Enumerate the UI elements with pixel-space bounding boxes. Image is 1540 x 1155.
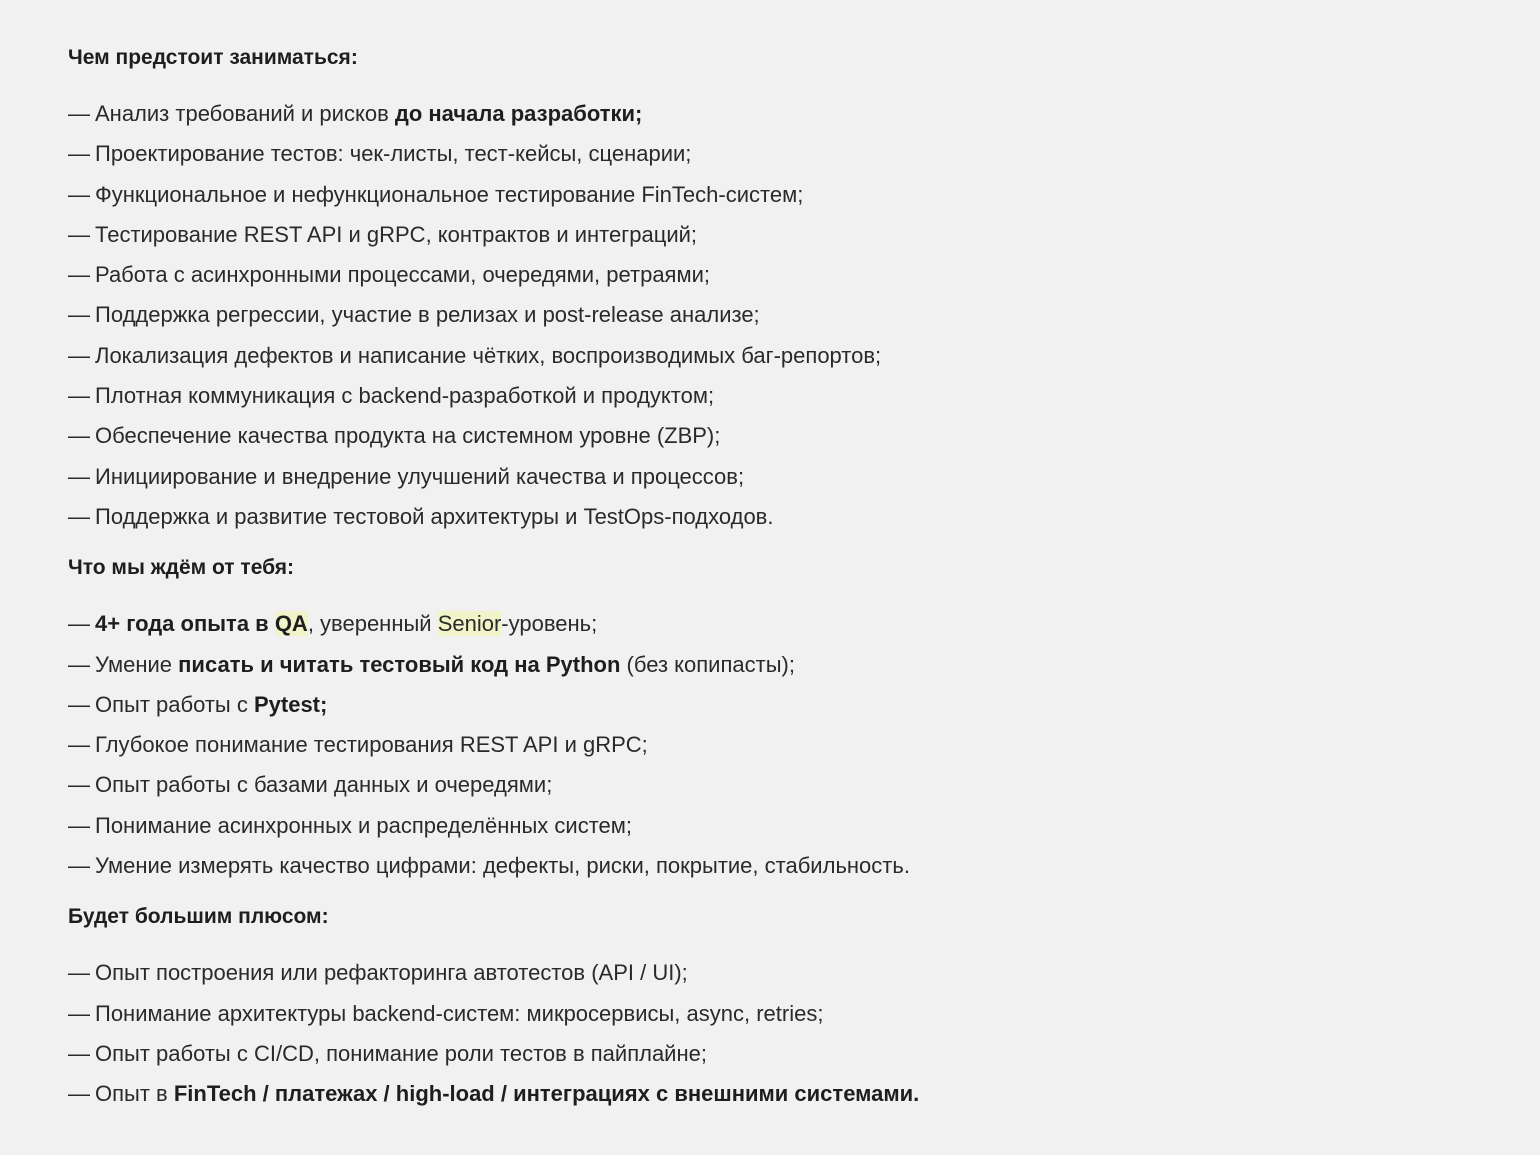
bold-text: писать и читать тестовый код на Python	[178, 651, 621, 677]
item-text: Анализ требований и рисков	[95, 101, 395, 126]
bullet-list	[68, 94, 1468, 537]
bullet-dash: —	[68, 423, 90, 449]
list-item	[68, 255, 1468, 295]
list-item	[68, 725, 1468, 765]
item-text: Опыт работы с базами данных и очередями;	[95, 772, 553, 798]
sections-container	[68, 40, 1468, 1115]
list-item	[68, 806, 1468, 846]
list-item	[68, 175, 1468, 215]
bullet-dash: —	[68, 1000, 90, 1026]
item-text: Тестирование REST API и gRPC, контрактов и интеграций;	[95, 221, 698, 247]
list-item	[68, 994, 1468, 1034]
section-requirements	[68, 550, 1468, 886]
section-nice-to-have	[68, 899, 1468, 1114]
section-title: Чем предстоит заниматься:	[68, 46, 358, 69]
list-item	[68, 765, 1468, 805]
bullet-dash: —	[68, 611, 90, 637]
item-text: Плотная коммуникация с backend-разработкой и продуктом;	[95, 383, 715, 409]
item-text: Опыт работы с	[95, 691, 254, 717]
list-item	[68, 645, 1468, 685]
item-text: (без копипасты);	[620, 651, 795, 677]
list-item	[68, 336, 1468, 376]
item-text: -уровень;	[501, 611, 598, 637]
list-item	[68, 376, 1468, 416]
list-item	[68, 685, 1468, 725]
bullet-dash: —	[68, 181, 90, 207]
highlighted-text: Senior	[437, 611, 502, 637]
bullet-dash: —	[68, 302, 90, 328]
list-item	[68, 215, 1468, 255]
list-item	[68, 953, 1468, 993]
item-text: Опыт построения или рефакторинга автотестов (API / UI);	[95, 960, 688, 986]
bullet-dash: —	[68, 101, 90, 126]
highlighted-text: QA	[274, 611, 308, 637]
bullet-dash: —	[68, 262, 90, 288]
list-item	[68, 295, 1468, 335]
bold-text: до начала разработки;	[394, 101, 643, 126]
bullet-dash: —	[68, 812, 90, 838]
bullet-list	[68, 953, 1468, 1114]
list-item	[68, 1034, 1468, 1074]
list-item	[68, 1074, 1468, 1114]
section-title: Что мы ждём от тебя:	[68, 556, 295, 580]
bullet-dash: —	[68, 141, 90, 167]
bold-text: 4+ года опыта в	[95, 611, 275, 637]
item-text: Поддержка и развитие тестовой архитектуры и TestOps-подходов.	[95, 503, 774, 529]
bullet-dash: —	[68, 651, 90, 677]
item-text: Проектирование тестов: чек-листы, тест-кейсы, сценарии;	[95, 141, 692, 167]
item-text: Локализация дефектов и написание чётких, воспроизводимых баг-репортов;	[95, 342, 882, 368]
bullet-list	[68, 604, 1468, 886]
bullet-dash: —	[68, 772, 90, 798]
item-text: , уверенный	[307, 611, 438, 637]
item-text: Обеспечение качества продукта на системном уровне (ZBP);	[95, 423, 721, 449]
bullet-dash: —	[68, 503, 90, 529]
list-item	[68, 457, 1468, 497]
list-item	[68, 846, 1468, 886]
bullet-dash: —	[68, 342, 90, 368]
item-text: Умение	[95, 651, 179, 677]
item-text: Глубокое понимание тестирования REST API и gRPC;	[95, 732, 648, 758]
list-item	[68, 134, 1468, 174]
item-text: Опыт работы с CI/CD, понимание роли тестов в пайплайне;	[95, 1040, 707, 1066]
bullet-dash: —	[68, 691, 90, 717]
list-item	[68, 604, 1468, 644]
item-text: Инициирование и внедрение улучшений качества и процессов;	[95, 463, 745, 489]
item-text: Опыт в	[95, 1081, 174, 1107]
bullet-dash: —	[68, 221, 90, 247]
item-text: Понимание архитектуры backend-систем: микросервисы, async, retries;	[95, 1000, 824, 1026]
bold-text: Pytest;	[253, 691, 328, 717]
list-item	[68, 497, 1468, 537]
bullet-dash: —	[68, 853, 90, 879]
list-item	[68, 94, 1468, 134]
bullet-dash: —	[68, 732, 90, 758]
bullet-dash: —	[68, 1040, 90, 1066]
job-requirements-document	[68, 40, 1468, 1128]
section-title: Будет большим плюсом:	[68, 905, 329, 929]
list-item	[68, 416, 1468, 456]
bullet-dash: —	[68, 383, 90, 409]
bullet-dash: —	[68, 463, 90, 489]
bullet-dash: —	[68, 960, 90, 986]
bold-text: FinTech / платежах / high-load / интеграциях с внешними системами.	[173, 1081, 920, 1107]
item-text: Поддержка регрессии, участие в релизах и post-release анализе;	[95, 302, 760, 328]
item-text: Умение измерять качество цифрами: дефекты, риски, покрытие, стабильность.	[95, 853, 910, 879]
item-text: Работа с асинхронными процессами, очередями, ретраями;	[95, 262, 711, 288]
item-text: Понимание асинхронных и распределённых систем;	[95, 812, 633, 838]
bullet-dash: —	[68, 1081, 90, 1107]
section-responsibilities	[68, 40, 1468, 537]
item-text: Функциональное и нефункциональное тестирование FinTech-систем;	[95, 181, 804, 207]
